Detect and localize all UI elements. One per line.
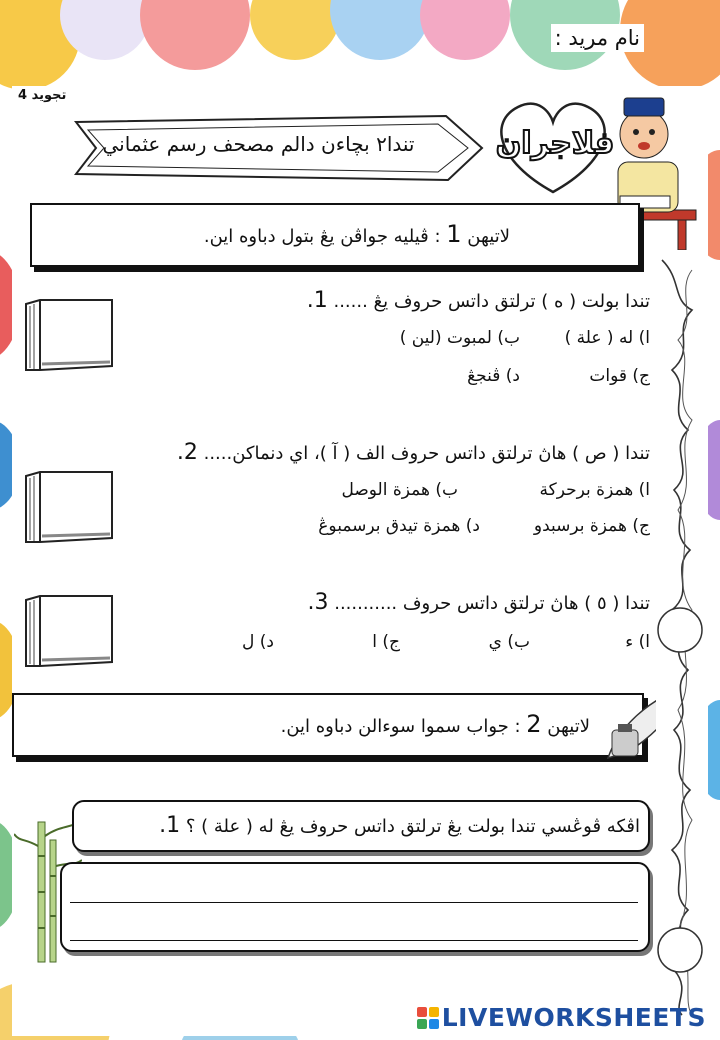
question-2-text: تندا ( ص ) هاڽ ترلتق داتس حروف الف ( آ )، اي دنماكن..... [203,443,650,464]
question-3-text: تندا ( ٥ ) هاڽ ترلتق داتس حروف ........... [334,593,650,614]
q1-option-d[interactable]: د) ڤنجڠ [467,366,520,386]
answer-book-icon[interactable] [20,296,116,374]
section1-heading [60,220,510,248]
student-name-label: نام مريد : [551,24,644,52]
question-2 [80,440,650,465]
section1-label: لاتيهن [467,226,510,247]
essay-question [90,813,640,838]
section1-number: 1 [446,220,462,248]
question-2-number: 2. [176,440,198,465]
q3-option-a[interactable]: ا) ء [625,632,650,652]
question-3-number: 3. [307,590,329,615]
section2-label: لاتيهن [547,716,590,737]
q3-option-c[interactable]: ج) ا [372,632,400,652]
section2-instruction: : جواب سموا سوءالن دباوه اين. [280,716,521,737]
liveworksheets-text: LIVEWORKSHEETS [441,1003,706,1032]
q1-option-c[interactable]: ج) قوات [589,366,650,386]
section2-number: 2 [526,710,542,738]
q2-option-a[interactable]: ا) همزة برحركة [539,480,650,500]
liveworksheets-brand [417,1003,706,1032]
section1-instruction: : ڤيليه جواڤن يڠ بتول دباوه اين. [203,226,441,247]
answer-line [70,940,638,941]
calligraphy-border-decoration [652,250,708,1020]
q3-option-d[interactable]: د) ل [242,632,274,652]
answer-book-icon[interactable] [20,468,116,546]
answer-line [70,902,638,903]
deco-title-text: فلاجران [495,126,615,161]
q2-option-c[interactable]: ج) همزة برسبدو [533,516,650,536]
q3-option-b[interactable]: ب) ي [488,632,530,652]
answer-book-icon[interactable] [20,592,116,670]
q1-option-a[interactable]: ا) له ( علة ) [564,328,650,348]
title-banner-text: تندا٢ بچاءن دالم مصحف رسم عثماني [102,132,415,156]
question-1 [130,288,650,313]
question-3 [200,590,650,615]
essay-question-number: 1. [159,813,181,838]
essay-answer-box[interactable] [60,862,650,952]
section2-heading [60,710,590,738]
q2-option-d[interactable]: د) همزة تيدق برسمبوڠ [318,516,480,536]
essay-question-text: اڤكه ڤوڠسي تندا بولت يڠ ترلتق داتس حروف يڠ له ( علة ) ؟ [185,816,640,837]
q2-option-b[interactable]: ب) همزة الوصل [341,480,458,500]
name-strip [0,8,720,54]
question-1-text: تندا بولت ( ه ) ترلتق داتس حروف يڠ ...... [333,291,650,312]
level-tag: تجويد 4 [18,88,67,103]
question-1-number: 1. [306,288,328,313]
q1-option-b[interactable]: ب) لمبوت (لين ) [399,328,520,348]
liveworksheets-logo-icon [417,1007,439,1029]
